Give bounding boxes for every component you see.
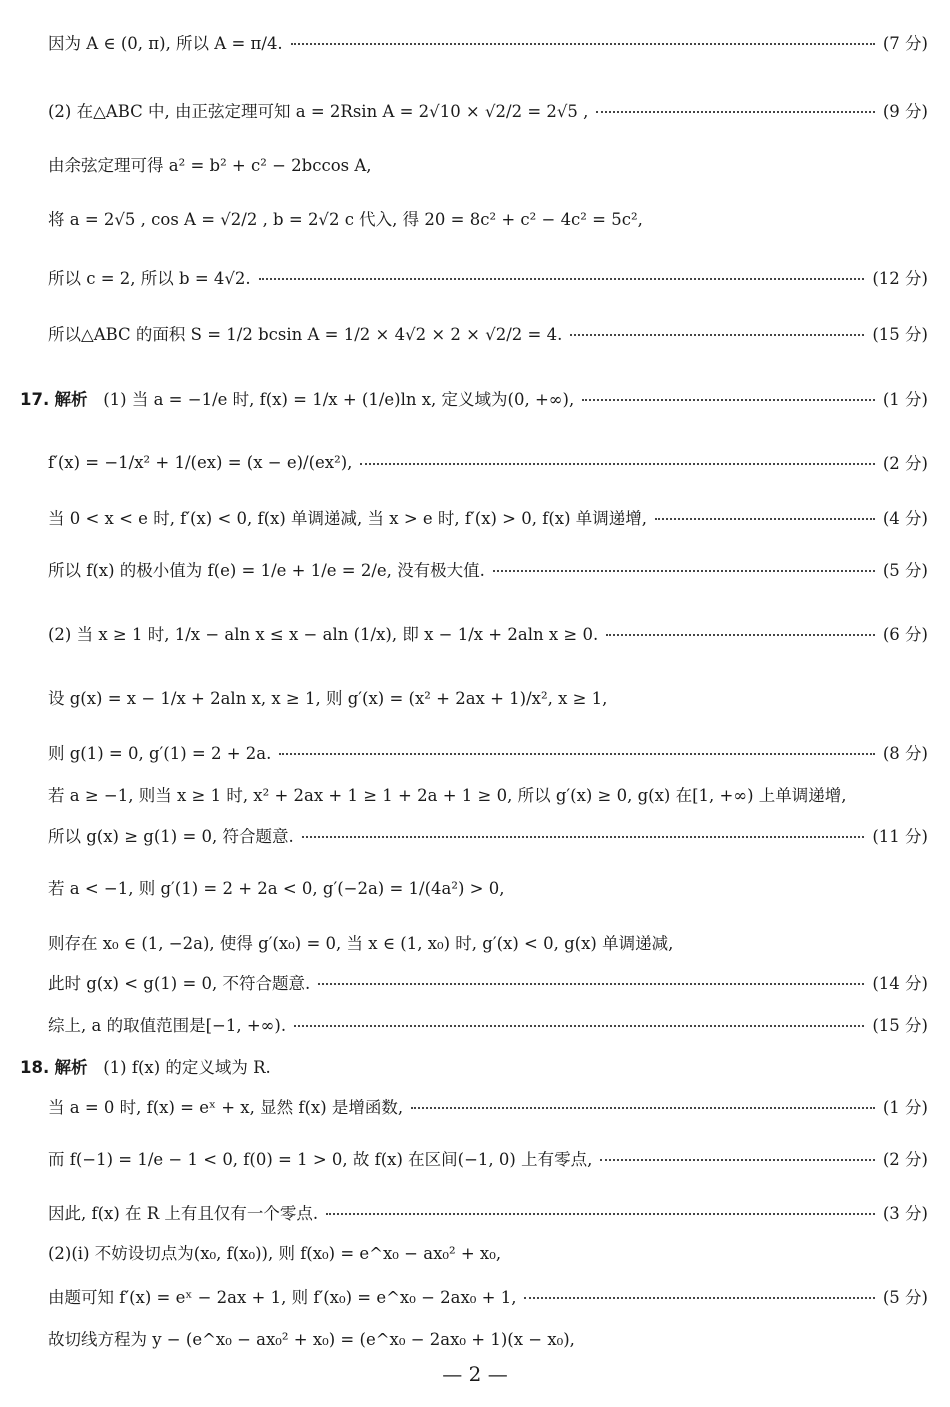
line-text: 所以△ABC 的面积 S = 1/2 bcsin A = 1/2 × 4√2 × 2 × √2/2 = 4. <box>48 325 563 344</box>
solution-line-23 <box>0 1197 950 1227</box>
line-score: (12 分) <box>872 269 928 288</box>
solution-line-2 <box>0 95 950 125</box>
problem-18-header <box>0 1051 950 1081</box>
line-score: (2 分) <box>882 454 928 473</box>
leader-dots <box>606 634 875 636</box>
leader-dots <box>524 1297 874 1299</box>
line-text: 故切线方程为 y − (e^x₀ − ax₀² + x₀) = (e^x₀ − 2ax₀ + 1)(x − x₀), <box>48 1330 575 1349</box>
line-text: 则 g(1) = 0, g′(1) = 2 + 2a. <box>48 744 272 763</box>
leader-dots <box>291 43 875 45</box>
leader-dots <box>582 399 875 401</box>
line-score: (5 分) <box>882 1288 928 1307</box>
line-text: f′(x) = −1/x² + 1/(ex) = (x − e)/(ex²), <box>48 452 353 472</box>
line-text: 所以 f(x) 的极小值为 f(e) = 1/e + 1/e = 2/e, 没有极大值. <box>48 561 485 580</box>
solution-line-14 <box>0 779 950 809</box>
leader-dots <box>318 983 864 985</box>
leader-dots <box>279 753 875 755</box>
problem-number: 17. 解析 <box>20 390 88 409</box>
solution-line-9 <box>0 502 950 532</box>
line-score: (14 分) <box>872 974 928 993</box>
line-text: 当 0 < x < e 时, f′(x) < 0, f(x) 单调递减, 当 x > e 时, f′(x) > 0, f(x) 单调递增, <box>48 509 648 528</box>
solution-line-18 <box>0 967 950 997</box>
solution-line-4 <box>0 203 950 233</box>
problem-17-header <box>0 383 950 413</box>
line-text: (2)(ⅰ) 不妨设切点为(x₀, f(x₀)), 则 f(x₀) = e^x₀ − ax₀² + x₀, <box>48 1244 502 1263</box>
solution-line-10 <box>0 554 950 584</box>
leader-dots <box>411 1107 875 1109</box>
solution-line-26 <box>0 1323 950 1353</box>
line-score: (8 分) <box>882 744 928 763</box>
leader-dots <box>596 111 874 113</box>
line-text: 则存在 x₀ ∈ (1, −2a), 使得 g′(x₀) = 0, 当 x ∈ (1, x₀) 时, g′(x) < 0, g(x) 单调递减, <box>48 934 674 953</box>
solution-line-24 <box>0 1237 950 1267</box>
solution-line-16 <box>0 872 950 902</box>
line-score: (9 分) <box>882 102 928 121</box>
line-text: 由余弦定理可得 a² = b² + c² − 2bccos A, <box>48 156 372 175</box>
leader-dots <box>570 334 864 336</box>
solution-line-12 <box>0 682 950 712</box>
solution-line-21 <box>0 1091 950 1121</box>
line-text: 由题可知 f′(x) = eˣ − 2ax + 1, 则 f′(x₀) = e^x₀ − 2ax₀ + 1, <box>48 1288 517 1307</box>
line-text: (2) 当 x ≥ 1 时, 1/x − aln x ≤ x − aln (1/x), 即 x − 1/x + 2aln x ≥ 0. <box>48 625 599 644</box>
line-text: (1) f(x) 的定义域为 R. <box>103 1058 271 1077</box>
leader-dots <box>600 1159 875 1161</box>
leader-dots <box>655 518 875 520</box>
leader-dots <box>493 570 875 572</box>
solution-line-5 <box>0 262 950 292</box>
line-text: 设 g(x) = x − 1/x + 2aln x, x ≥ 1, 则 g′(x) = (x² + 2ax + 1)/x², x ≥ 1, <box>48 689 608 708</box>
solution-line-19 <box>0 1009 950 1039</box>
line-text: 若 a < −1, 则 g′(1) = 2 + 2a < 0, g′(−2a) = 1/(4a²) > 0, <box>48 879 505 898</box>
line-text: 将 a = 2√5 , cos A = √2/2 , b = 2√2 c 代入, 得 20 = 8c² + c² − 4c² = 5c², <box>48 210 643 229</box>
line-text: 所以 c = 2, 所以 b = 4√2. <box>48 269 251 288</box>
line-score: (5 分) <box>882 561 928 580</box>
solution-line-25 <box>0 1281 950 1311</box>
line-text: (2) 在△ABC 中, 由正弦定理可知 a = 2Rsin A = 2√10 × √2/2 = 2√5 , <box>48 102 589 121</box>
line-score: (15 分) <box>872 325 928 344</box>
leader-dots <box>259 278 865 280</box>
line-text: 当 a = 0 时, f(x) = eˣ + x, 显然 f(x) 是增函数, <box>48 1098 404 1117</box>
line-score: (15 分) <box>872 1016 928 1035</box>
leader-dots <box>360 463 874 465</box>
line-score: (3 分) <box>882 1204 928 1223</box>
line-score: (6 分) <box>882 625 928 644</box>
solution-line-13 <box>0 737 950 767</box>
solution-line-6 <box>0 318 950 348</box>
line-score: (1 分) <box>882 1098 928 1117</box>
leader-dots <box>302 836 865 838</box>
line-text: 综上, a 的取值范围是[−1, +∞). <box>48 1016 287 1035</box>
line-score: (7 分) <box>882 34 928 53</box>
line-text: 因此, f(x) 在 R 上有且仅有一个零点. <box>48 1204 319 1223</box>
line-score: (1 分) <box>882 390 928 409</box>
line-text: 此时 g(x) < g(1) = 0, 不符合题意. <box>48 974 311 993</box>
solution-line-17 <box>0 927 950 957</box>
page-number: — 2 — <box>442 1362 508 1386</box>
line-text: 而 f(−1) = 1/e − 1 < 0, f(0) = 1 > 0, 故 f(x) 在区间(−1, 0) 上有零点, <box>48 1150 593 1169</box>
line-score: (11 分) <box>872 827 928 846</box>
problem-number: 18. 解析 <box>20 1058 88 1077</box>
line-text: 因为 A ∈ (0, π), 所以 A = π/4. <box>48 34 283 53</box>
line-text: (1) 当 a = −1/e 时, f(x) = 1/x + (1/e)ln x, 定义域为(0, +∞), <box>103 390 575 409</box>
line-score: (2 分) <box>882 1150 928 1169</box>
solution-line-3 <box>0 149 950 179</box>
solution-line-22 <box>0 1143 950 1173</box>
line-score: (4 分) <box>882 509 928 528</box>
solution-line-11 <box>0 618 950 648</box>
line-text: 若 a ≥ −1, 则当 x ≥ 1 时, x² + 2ax + 1 ≥ 1 + 2a + 1 ≥ 0, 所以 g′(x) ≥ 0, g(x) 在[1, +∞) 上单调递增, <box>48 786 847 805</box>
solution-line-1 <box>0 27 950 57</box>
line-text: 所以 g(x) ≥ g(1) = 0, 符合题意. <box>48 827 294 846</box>
solution-line-8 <box>0 447 950 477</box>
solution-line-15 <box>0 820 950 850</box>
leader-dots <box>326 1213 875 1215</box>
leader-dots <box>294 1025 864 1027</box>
